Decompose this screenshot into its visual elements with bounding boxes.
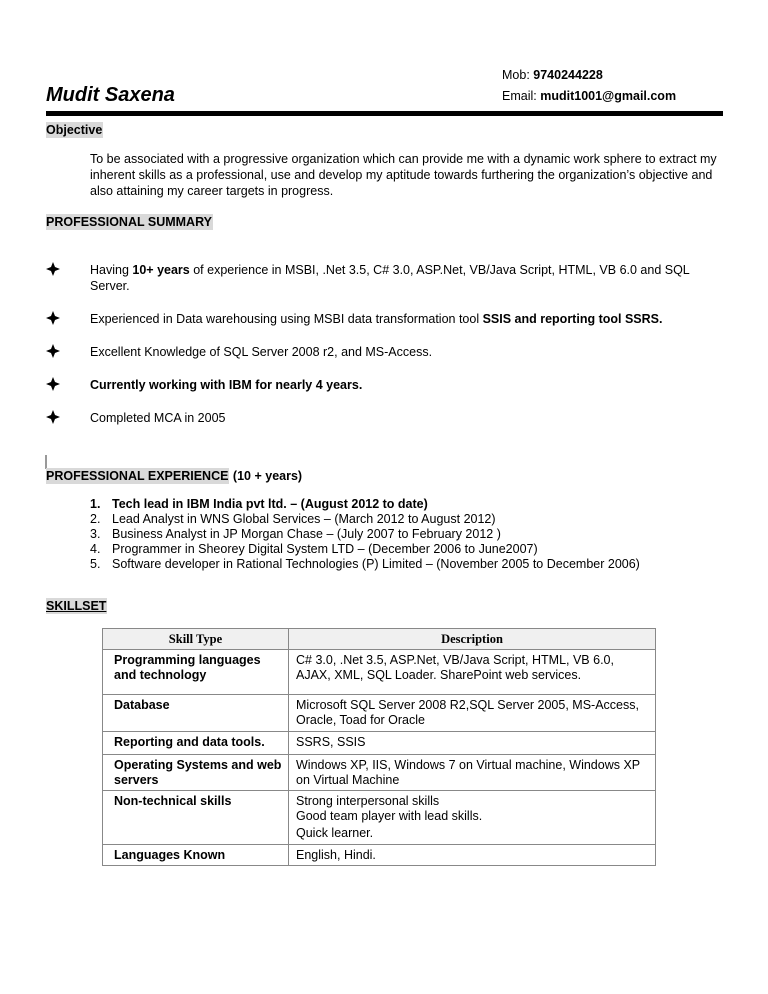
mobile-label: Mob: (502, 68, 530, 82)
email-address: mudit1001@gmail.com (540, 89, 677, 103)
skill-desc-cell: SSRS, SSIS (289, 732, 656, 755)
skill-desc-cell: Strong interpersonal skills Good team player with lead skills. Quick learner. (289, 791, 656, 845)
candidate-name: Mudit Saxena (46, 84, 175, 106)
summary-item-text: Experienced in Data warehousing using MSBI data transformation tool SSIS and reporting tool SSRS. (90, 312, 663, 326)
diamond-bullet-icon (46, 344, 60, 358)
experience-item: 2. Lead Analyst in WNS Global Services – (March 2012 to August 2012) (90, 512, 496, 526)
summary-item-text: Currently working with IBM for nearly 4 years. (90, 378, 363, 392)
email-line (502, 89, 676, 103)
table-row (103, 650, 656, 695)
header-rule (46, 111, 723, 116)
summary-item-text: Completed MCA in 2005 (90, 411, 226, 425)
skill-type-cell: Programming languages and technology (103, 650, 289, 695)
mobile-number: 9740244228 (533, 68, 603, 82)
objective-heading: Objective (46, 123, 103, 137)
table-row (103, 844, 656, 866)
experience-heading: PROFESSIONAL EXPERIENCE (10 + years) (46, 469, 303, 483)
objective-text: To be associated with a progressive organization which can provide me with a dynamic work sphere to extract my inherent skills as a professional, use and develop my aptitude towards furthering the organization’s objective and also attaining my career targets in progress. (90, 152, 717, 198)
skill-desc-cell: Windows XP, IIS, Windows 7 on Virtual machine, Windows XP on Virtual Machine (289, 755, 656, 791)
experience-item: 4. Programmer in Sheorey Digital System LTD – (December 2006 to June2007) (90, 542, 538, 556)
experience-item: 5. Software developer in Rational Technologies (P) Limited – (November 2005 to December 2006) (90, 557, 640, 571)
diamond-bullet-icon (46, 262, 60, 276)
summary-item-text: Having 10+ years of experience in MSBI, .Net 3.5, C# 3.0, ASP.Net, VB/Java Script, HTML, VB 6.0 and SQL Server. (90, 263, 690, 293)
column-header-description: Description (289, 629, 656, 650)
email-label: Email: (502, 89, 537, 103)
table-row (103, 732, 656, 755)
skill-type-cell: Reporting and data tools. (103, 732, 289, 755)
summary-heading: PROFESSIONAL SUMMARY (46, 215, 212, 229)
table-header-row (103, 629, 656, 650)
skill-type-cell: Database (103, 695, 289, 732)
skill-type-cell: Operating Systems and web servers (103, 755, 289, 791)
experience-item: 1. Tech lead in IBM India pvt ltd. – (August 2012 to date) (90, 497, 428, 511)
skill-desc-cell: C# 3.0, .Net 3.5, ASP.Net, VB/Java Script, HTML, VB 6.0, AJAX, XML, SQL Loader. SharePoint web services. (289, 650, 656, 695)
skillset-heading: SKILLSET (46, 599, 107, 613)
skill-desc-cell: English, Hindi. (289, 844, 656, 866)
experience-item: 3. Business Analyst in JP Morgan Chase – (July 2007 to February 2012 ) (90, 527, 501, 541)
skill-type-cell: Non-technical skills (103, 791, 289, 845)
diamond-bullet-icon (46, 377, 60, 391)
skill-type-cell: Languages Known (103, 844, 289, 866)
section-marker (45, 455, 47, 469)
experience-list (90, 497, 640, 572)
summary-item-text: Excellent Knowledge of SQL Server 2008 r2, and MS-Access. (90, 345, 433, 359)
table-row (103, 755, 656, 791)
table-row (103, 695, 656, 732)
skill-desc-cell: Microsoft SQL Server 2008 R2,SQL Server 2005, MS-Access, Oracle, Toad for Oracle (289, 695, 656, 732)
table-row (103, 791, 656, 845)
column-header-skill-type: Skill Type (103, 629, 289, 650)
diamond-bullet-icon (46, 410, 60, 424)
diamond-bullet-icon (46, 311, 60, 325)
mobile-line (502, 68, 603, 82)
skill-table (102, 628, 656, 866)
